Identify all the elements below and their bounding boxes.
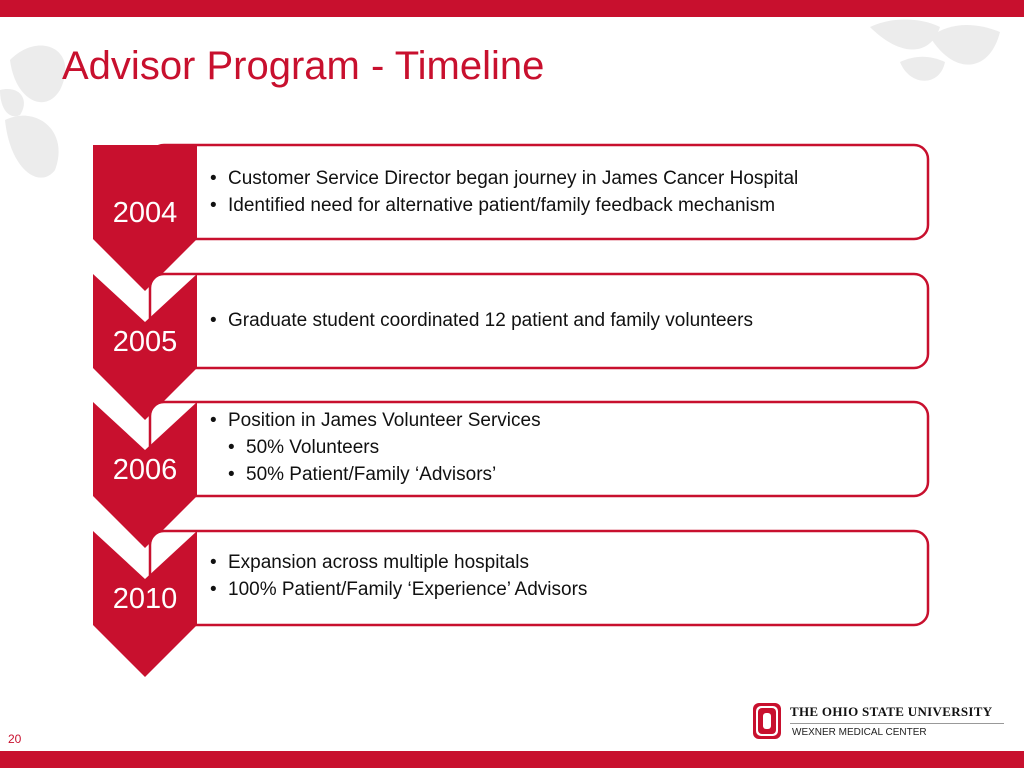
bullet-text: Position in James Volunteer Services xyxy=(228,410,541,431)
timeline-year-2006: 2006 xyxy=(112,454,178,486)
bullet-item: • Identified need for alternative patient/family feedback mechanism xyxy=(210,192,920,219)
footer-divider xyxy=(790,723,1004,724)
slide-title: Advisor Program - Timeline xyxy=(62,44,545,88)
bullet-text: 100% Patient/Family ‘Experience’ Advisors xyxy=(228,579,588,600)
bullet-item: • Expansion across multiple hospitals xyxy=(210,549,920,576)
timeline-bullets-2004 xyxy=(210,165,920,219)
bullet-text: 50% Patient/Family ‘Advisors’ xyxy=(246,464,497,485)
timeline-year-2004: 2004 xyxy=(112,197,178,229)
bullet-text: Customer Service Director began journey in James Cancer Hospital xyxy=(228,168,799,189)
timeline-bullets-2005 xyxy=(210,307,920,334)
timeline-bullets-2010 xyxy=(210,549,920,603)
sub-bullet-item: • 50% Patient/Family ‘Advisors’ xyxy=(210,461,920,488)
bottom-accent-bar xyxy=(0,751,1024,768)
sub-bullet-item: • 50% Volunteers xyxy=(210,434,920,461)
bullet-text: Identified need for alternative patient/family feedback mechanism xyxy=(228,195,776,216)
bullet-item: • Customer Service Director began journey in James Cancer Hospital xyxy=(210,165,920,192)
medical-center-name: WEXNER MEDICAL CENTER xyxy=(792,727,927,738)
timeline-year-2010: 2010 xyxy=(112,583,178,615)
university-name: THE OHIO STATE UNIVERSITY xyxy=(790,704,993,719)
bullet-text: Expansion across multiple hospitals xyxy=(228,552,529,573)
timeline-year-2005: 2005 xyxy=(112,326,178,358)
page-number: 20 xyxy=(8,732,22,746)
block-o-logo-icon xyxy=(752,702,782,740)
bullet-item: • Position in James Volunteer Services xyxy=(210,407,920,434)
timeline-bullets-2006 xyxy=(210,407,920,488)
bullet-item: • Graduate student coordinated 12 patient and family volunteers xyxy=(210,307,920,334)
bullet-text: 50% Volunteers xyxy=(246,437,380,458)
bullet-text: Graduate student coordinated 12 patient and family volunteers xyxy=(228,310,753,331)
bullet-item: • 100% Patient/Family ‘Experience’ Advisors xyxy=(210,576,920,603)
